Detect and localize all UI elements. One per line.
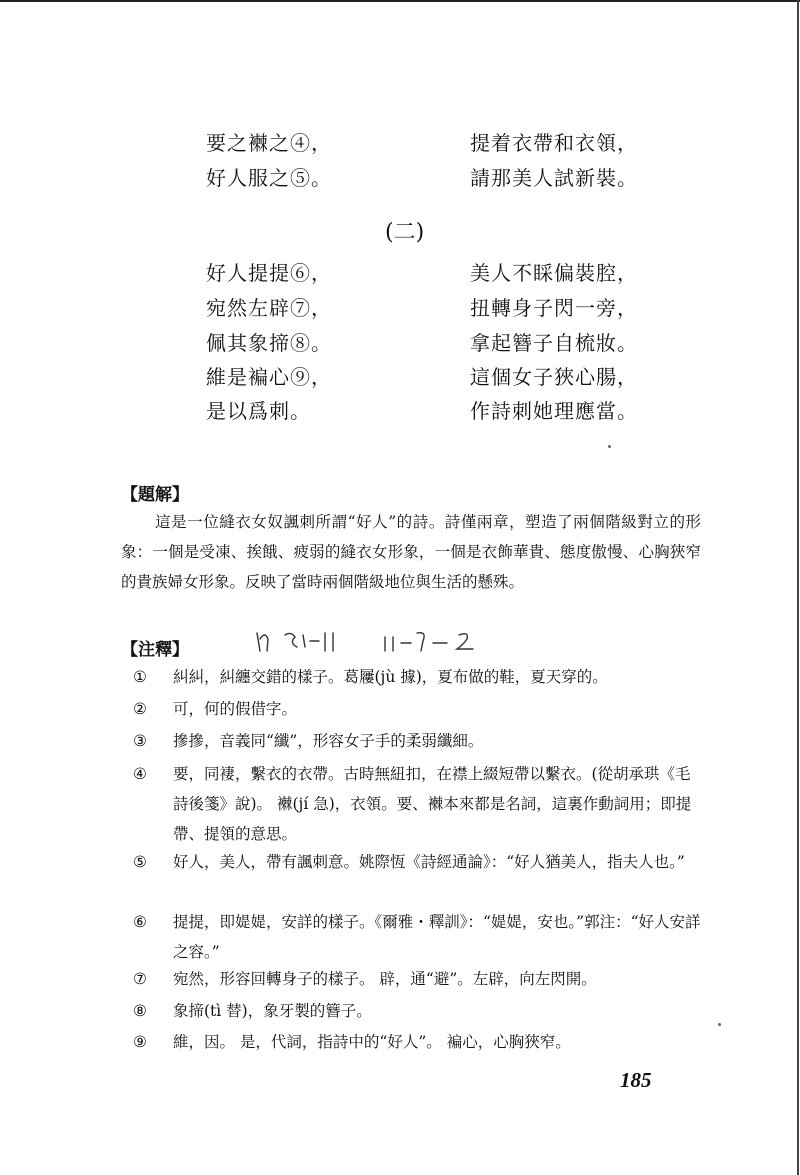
note-text: 糾糾，糾纏交錯的樣子。葛屨(jù 據)，夏布做的鞋，夏天穿的。 [173, 668, 608, 686]
verse-translation: 美人不睬偏裝腔， [470, 261, 638, 285]
top-border [0, 0, 800, 2]
note-item [133, 964, 703, 994]
verse-original: 佩其象揥⑧。 [206, 331, 332, 355]
note-item [133, 996, 703, 1026]
verse-original: 維是褊心⑨， [206, 365, 332, 389]
note-number: ④ [133, 765, 147, 783]
note-number: ⑧ [133, 1002, 147, 1020]
note-number: ⑤ [133, 853, 147, 871]
verse-translation: 作詩刺她理應當。 [470, 399, 638, 423]
note-number: ⑦ [133, 970, 147, 988]
page-number: 185 [620, 1068, 652, 1092]
note-item [133, 847, 703, 877]
note-item [133, 694, 703, 724]
verse-translation: 扭轉身子閃一旁， [470, 296, 638, 320]
note-item [133, 759, 703, 849]
note-number: ② [133, 700, 147, 718]
note-text: 要，同褄，繫衣的衣帶。古時無紐扣，在襟上綴短帶以繫衣。(從胡承珙《毛詩後箋》說)。 襋(jí 急)，衣領。要、襋本來都是名詞，這裏作動詞用；即提帶、提領的意思。 [173, 765, 692, 843]
verse-original: 好人服之⑤。 [206, 166, 332, 190]
note-item [133, 1027, 703, 1057]
speck [718, 1023, 721, 1026]
verse-translation: 請那美人試新裝。 [470, 166, 638, 190]
note-text: 摻摻，音義同“纖”，形容女子手的柔弱纖細。 [173, 732, 484, 750]
handwritten-scribble [255, 625, 495, 661]
note-text: 象揥(tì 替)，象牙製的簪子。 [173, 1002, 372, 1020]
verse-original: 好人提提⑥， [206, 261, 332, 285]
zhushi-heading: 【注釋】 [121, 640, 189, 660]
note-number: ③ [133, 732, 147, 750]
tijie-heading: 【題解】 [121, 485, 189, 505]
verse-translation: 這個女子狹心腸， [470, 365, 638, 389]
section-title: (二) [385, 220, 425, 245]
note-text: 提提，即媞媞，安詳的樣子。《爾雅・釋訓》：“媞媞，安也。”郭注：“好人安詳之容。” [173, 913, 701, 961]
verse-original: 是以爲刺。 [206, 399, 311, 423]
right-border [797, 0, 799, 1175]
note-text: 宛然，形容回轉身子的樣子。 辟，通“避”。左辟，向左閃開。 [173, 970, 597, 988]
note-number: ⑥ [133, 913, 147, 931]
note-number: ① [133, 668, 147, 686]
note-item [133, 907, 703, 967]
note-text: 維，因。 是，代詞，指詩中的“好人”。 褊心，心胸狹窄。 [173, 1033, 571, 1051]
note-item [133, 726, 703, 756]
verse-translation: 拿起簪子自梳妝。 [470, 331, 638, 355]
verse-original: 要之襋之④， [206, 131, 332, 155]
speck [608, 445, 611, 448]
verse-translation: 提着衣帶和衣領， [470, 131, 638, 155]
note-text: 好人，美人，帶有諷刺意。姚際恆《詩經通論》：“好人猶美人，指夫人也。” [173, 853, 685, 871]
tijie-paragraph: 這是一位縫衣女奴諷刺所謂“好人”的詩。詩僅兩章，塑造了兩個階級對立的形象：一個是受凍、挨餓、疲弱的縫衣女形象，一個是衣飾華貴、態度傲慢、心胸狹窄的貴族婦女形象。反映了當時兩個階級地位與生活的懸殊。 [121, 513, 701, 591]
note-text: 可，何的假借字。 [173, 700, 298, 718]
note-item [133, 662, 703, 692]
verse-original: 宛然左辟⑦， [206, 296, 332, 320]
note-number: ⑨ [133, 1033, 147, 1051]
